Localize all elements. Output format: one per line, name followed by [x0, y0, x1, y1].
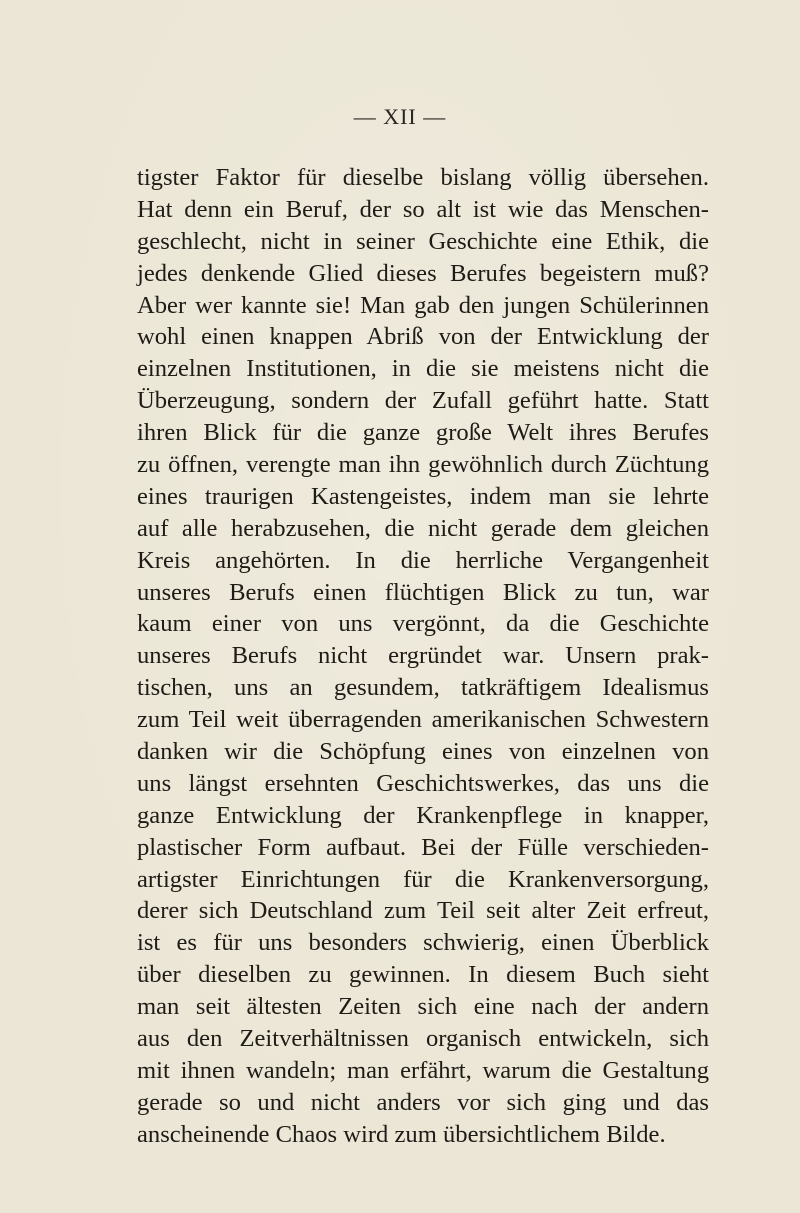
text-line: auf alle herabzusehen, die nicht gerade dem gleichen	[137, 514, 709, 542]
text-line: man seit ältesten Zeiten sich eine nach der andern	[137, 993, 709, 1021]
text-line: jedes denkende Glied dieses Berufes begeistern muß?	[137, 259, 709, 287]
text-line: zu öffnen, verengte man ihn gewöhnlich durch Züchtung	[137, 451, 709, 479]
text-line: ist es für uns besonders schwierig, einen Überblick	[137, 929, 709, 957]
text-line: aus den Zeitverhältnissen organisch entwickeln, sich	[137, 1025, 709, 1053]
text-line: wohl einen knappen Abriß von der Entwicklung der	[137, 323, 709, 351]
text-line: eines traurigen Kastengeistes, indem man sie lehrte	[137, 482, 709, 510]
text-line: ihren Blick für die ganze große Welt ihres Berufes	[137, 419, 709, 447]
text-line: tischen, uns an gesundem, tatkräftigem Idealismus	[137, 674, 709, 702]
body-text	[137, 162, 709, 1151]
text-line: mit ihnen wandeln; man erfährt, warum die Gestaltung	[137, 1056, 709, 1084]
text-line: gerade so und nicht anders vor sich ging und das	[137, 1088, 709, 1116]
text-line: Überzeugung, sondern der Zufall geführt hatte. Statt	[137, 387, 709, 415]
text-line: plastischer Form aufbaut. Bei der Fülle verschieden-	[137, 833, 709, 861]
text-line: über dieselben zu gewinnen. In diesem Buch sieht	[137, 961, 709, 989]
text-line: Aber wer kannte sie! Man gab den jungen Schülerinnen	[137, 291, 709, 319]
text-line: danken wir die Schöpfung eines von einzelnen von	[137, 738, 709, 766]
text-line: kaum einer von uns vergönnt, da die Geschichte	[137, 610, 709, 638]
page-number: — XII —	[353, 104, 447, 129]
text-line: ganze Entwicklung der Krankenpflege in knapper,	[137, 801, 709, 829]
text-line: derer sich Deutschland zum Teil seit alter Zeit erfreut,	[137, 897, 709, 925]
text-line: unseres Berufs nicht ergründet war. Unsern prak-	[137, 642, 709, 670]
text-line: Hat denn ein Beruf, der so alt ist wie das Menschen-	[137, 195, 709, 223]
text-line: unseres Berufs einen flüchtigen Blick zu tun, war	[137, 578, 709, 606]
text-line: geschlecht, nicht in seiner Geschichte eine Ethik, die	[137, 227, 709, 255]
text-line: artigster Einrichtungen für die Krankenversorgung,	[137, 865, 709, 893]
text-line: zum Teil weit überragenden amerikanischen Schwestern	[137, 706, 709, 734]
text-line: Kreis angehörten. In die herrliche Vergangenheit	[137, 546, 709, 574]
text-line: uns längst ersehnten Geschichtswerkes, das uns die	[137, 769, 709, 797]
text-line: anscheinende Chaos wird zum übersichtlichem Bilde.	[137, 1120, 666, 1148]
text-line: einzelnen Institutionen, in die sie meistens nicht die	[137, 355, 709, 383]
text-line: tigster Faktor für dieselbe bislang völlig übersehen.	[137, 164, 709, 191]
